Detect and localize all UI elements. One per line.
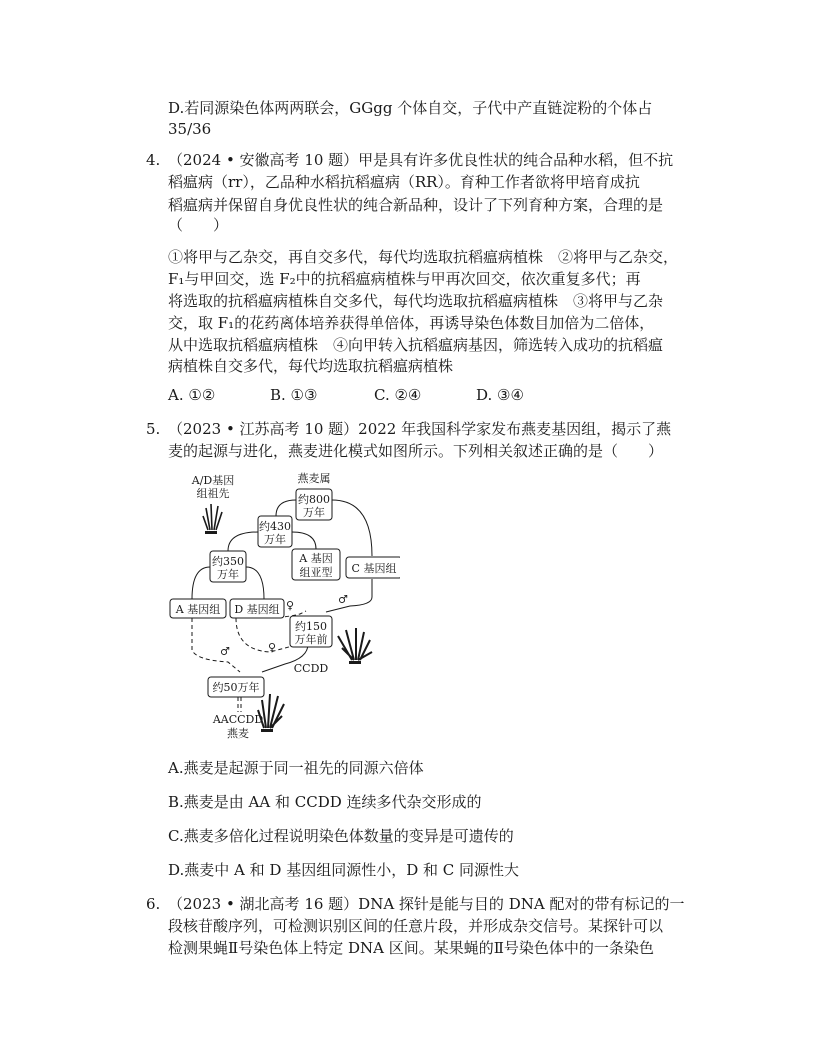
- prev-option-d-line2: 35/36: [168, 120, 212, 138]
- grass-plant-icon: [338, 628, 372, 664]
- ad-ancestor-b: 组祖先: [196, 487, 230, 500]
- label-350-b: 万年: [217, 568, 239, 581]
- q5-option-d: D.燕麦中 A 和 D 基因组同源性小，D 和 C 同源性大: [168, 861, 520, 879]
- q4-number: 4.: [146, 151, 161, 169]
- grass-plant-icon: [203, 504, 222, 534]
- label-430-b: 万年: [264, 533, 286, 546]
- q4-stem-line: （ ）: [168, 216, 229, 234]
- label-800-b: 万年: [303, 506, 325, 519]
- branch-800-to-430: [276, 500, 296, 516]
- a-to-50-dashed: [192, 618, 240, 672]
- label-a-genome: A 基因组: [175, 603, 221, 616]
- q4-option-c: C. ②④: [374, 386, 422, 404]
- q6-stem-line: （2023 • 湖北高考 16 题）DNA 探针是能与目的 DNA 配对的带有标记的一: [168, 895, 685, 913]
- q4-stem-line: （2024 • 安徽高考 10 题）甲是具有许多优良性状的纯合品种水稻，但不抗: [168, 151, 674, 169]
- q5-stem-line: 麦的起源与进化，燕麦进化模式如图所示。下列相关叙述正确的是（ ）: [168, 442, 664, 460]
- q5-option-a: A.燕麦是起源于同一祖先的同源六倍体: [168, 759, 424, 777]
- label-350-a: 约350: [212, 555, 244, 568]
- branch-350-to-d: [246, 567, 264, 599]
- q4-plan-line: 病植株自交多代，每代均选取抗稻瘟病植株: [168, 357, 454, 375]
- q4-plan-line: 将选取的抗稻瘟病植株自交多代，每代均选取抗稻瘟病植株 ③将甲与乙杂: [168, 292, 664, 310]
- label-150-a: 约150: [295, 620, 327, 633]
- q6-stem-line: 检测果蝇Ⅱ号染色体上特定 DNA 区间。某果蝇的Ⅱ号染色体中的一条染色: [168, 939, 654, 957]
- genus-label: 燕麦属: [297, 472, 331, 485]
- c-to-150-line: [326, 579, 372, 612]
- oat-label: 燕麦: [227, 727, 249, 740]
- q4-option-a: A. ①②: [168, 386, 216, 404]
- q6-number: 6.: [146, 895, 161, 913]
- label-150-b: 万年前: [294, 633, 328, 646]
- q5-number: 5.: [146, 420, 161, 438]
- label-c-genome: C 基因组: [351, 562, 397, 575]
- q5-stem-line: （2023 • 江苏高考 10 题）2022 年我国科学家发布燕麦基因组，揭示了燕: [168, 420, 672, 438]
- q4-plan-line: 从中选取抗稻瘟病植株 ④向甲转入抗稻瘟病基因，筛选转入成功的抗稻瘟: [168, 336, 664, 354]
- female-symbol: ♀: [268, 641, 277, 654]
- branch-430-to-asubtype: [292, 532, 316, 549]
- label-800-a: 约800: [298, 493, 330, 506]
- branch-350-to-a: [192, 567, 210, 599]
- q4-option-b: B. ①③: [270, 386, 318, 404]
- prev-option-d-line1: D.若同源染色体两两联会，GGgg 个体自交，子代中产直链淀粉的个体占: [168, 99, 653, 117]
- q6-stem-line: 段核苷酸序列，可检测识别区间的任意片段，并形成杂交信号。某探针可以: [168, 917, 664, 935]
- label-430-a: 约430: [259, 520, 291, 533]
- ccdd-label: CCDD: [293, 662, 329, 675]
- q4-plan-line: 交，取 F₁的花药离体培养获得单倍体，再诱导染色体数目加倍为二倍体，: [168, 314, 655, 332]
- q4-option-d: D. ③④: [476, 386, 524, 404]
- female-symbol: ♀: [286, 599, 295, 612]
- label-a-subtype-a: A 基因: [299, 552, 333, 565]
- q5-option-c: C.燕麦多倍化过程说明染色体数量的变异是可遗传的: [168, 827, 514, 845]
- q4-stem-line: 稻瘟病并保留自身优良性状的纯合新品种，设计了下列育种方案，合理的是: [168, 196, 664, 214]
- oat-evolution-diagram: [160, 462, 400, 752]
- q4-plan-line: F₁与甲回交，选 F₂中的抗稻瘟病植株与甲再次回交，依次重复多代；再: [168, 270, 641, 288]
- aaccdd-label: AACCDD: [212, 713, 264, 726]
- label-50: 约50万年: [212, 681, 260, 694]
- branch-800-to-c: [332, 500, 372, 556]
- q4-plan-line: ①将甲与乙杂交，再自交多代，每代均选取抗稻瘟病植株 ②将甲与乙杂交，: [168, 248, 679, 266]
- q5-option-b: B.燕麦是由 AA 和 CCDD 连续多代杂交形成的: [168, 793, 482, 811]
- label-d-genome: D 基因组: [234, 603, 280, 616]
- q4-stem-line: 稻瘟病（rr），乙品种水稻抗稻瘟病（RR）。育种工作者欲将甲培育成抗: [168, 173, 640, 191]
- label-a-subtype-b: 组亚型: [299, 566, 333, 579]
- branch-430-to-350: [228, 532, 258, 551]
- male-symbol: ♂: [220, 645, 230, 658]
- male-symbol: ♂: [338, 593, 348, 606]
- ad-ancestor-a: A/D基因: [191, 474, 235, 487]
